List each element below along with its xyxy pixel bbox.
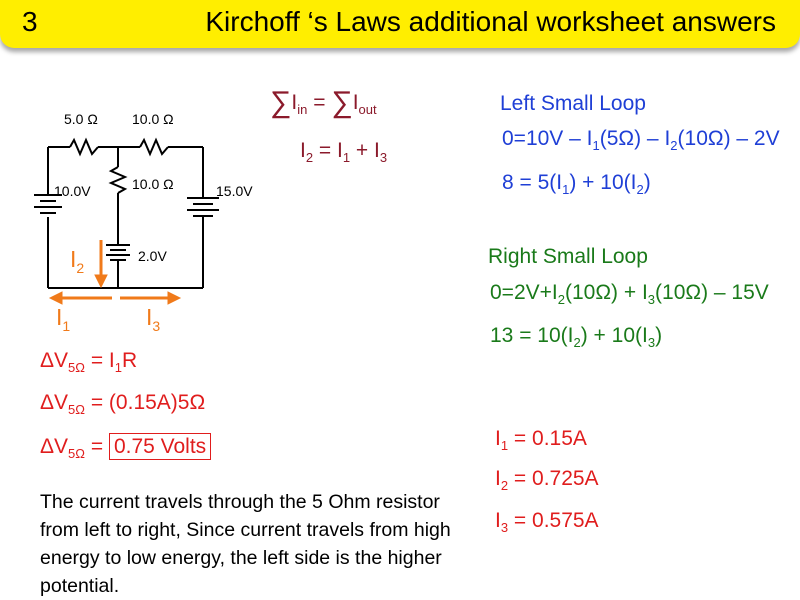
right-loop-equation-1: $0=2V+I_2(10\Omega) + I_3(10\Omega) - 15V$ (490, 281, 769, 307)
right-loop-equation-2: $13 = 10(I_2) + 10(I_3)$ (490, 324, 663, 350)
battery-2v (106, 245, 130, 260)
voltage-drop-substitution: $\Delta V_{5\Omega} = (0.15A)5\Omega$ (40, 391, 206, 417)
label-r2: 10.0 Ω (132, 111, 174, 127)
label-r3: 10.0 Ω (132, 176, 174, 192)
junction-rule-sum: $\sum I_{in} = \sum I_{out}$ (270, 86, 377, 119)
voltage-drop-formula: $\Delta V_{5\Omega} = I_1R$ (40, 349, 138, 375)
resistor-10ohm-top (140, 140, 168, 154)
arrowhead-i2 (95, 275, 107, 287)
title-banner (0, 0, 800, 48)
arrowhead-i3 (168, 292, 180, 304)
label-v-right: 15.0V (216, 183, 253, 199)
slide-number: 3 (22, 6, 38, 37)
junction-rule-equation: $I_2 = I_1 + I_3$ (300, 139, 388, 165)
label-r1: 5.0 Ω (64, 111, 98, 127)
voltage-drop-result: $\Delta V_{5\Omega} = 0.75$ Volts (40, 436, 211, 460)
resistor-5ohm (70, 140, 98, 154)
label-i3: $I_3$ (146, 304, 161, 334)
right-loop-heading: Right Small Loop (488, 245, 648, 268)
left-loop-equation-2: $8 = 5(I_1) + 10(I_2)$ (502, 171, 651, 197)
result-i3: $I_3 = 0.575A$ (495, 509, 599, 535)
battery-15v (187, 198, 219, 216)
resistor-10ohm-middle (111, 167, 125, 193)
label-v-left: 10.0V (54, 183, 91, 199)
voltage-answer-box: 0.75 Volts (109, 433, 211, 460)
result-i1: $I_1 = 0.15A$ (495, 427, 587, 453)
slide-title: Kirchoff ‘s Laws additional worksheet answers (205, 6, 776, 37)
left-loop-equation-1: $0=10V - I_1(5\Omega) - I_2(10\Omega) - 2V$ (502, 127, 780, 153)
circuit-diagram (0, 95, 330, 345)
label-i1: $I_1$ (56, 304, 71, 334)
arrowhead-i1 (50, 292, 62, 304)
explanation-text: The current travels through the 5 Ohm resistor from left to right, Since current travels from high energy to low energy, the left side is the higher potential. (40, 491, 451, 597)
result-i2: $I_2 = 0.725A$ (495, 467, 599, 493)
left-loop-heading: Left Small Loop (500, 92, 646, 115)
label-i2: $I_2$ (70, 246, 85, 276)
label-v-middle: 2.0V (138, 248, 167, 264)
